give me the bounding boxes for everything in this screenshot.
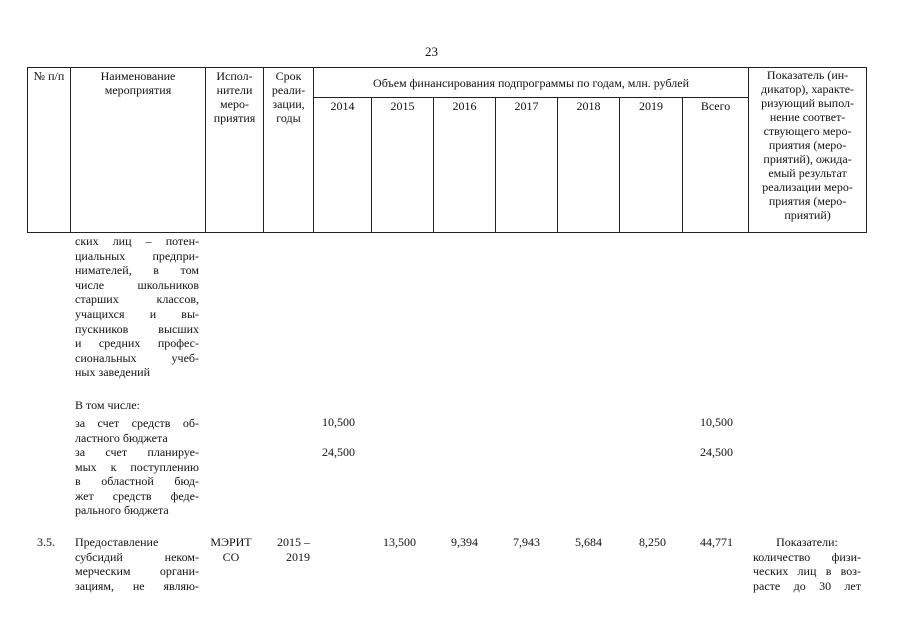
federal-2014-value: 24,500 — [322, 445, 355, 459]
text-line: 2015 – — [277, 535, 310, 549]
text-line: пускников высших — [75, 321, 199, 336]
text-line: за счет средств об- — [75, 416, 199, 430]
row-executor — [202, 535, 260, 564]
row-2017-value: 7,943 — [513, 535, 540, 549]
in-that-number: В том числе: — [75, 398, 140, 412]
row-2015-value: 13,500 — [383, 535, 416, 549]
text-line: Показатели: — [776, 535, 838, 549]
federal-total-value: 24,500 — [700, 445, 733, 459]
header-year-2018: 2018 — [558, 98, 620, 233]
regional-2014-value: 10,500 — [322, 415, 355, 429]
row-term — [262, 535, 310, 564]
regional-budget-label — [75, 416, 199, 445]
continuation-text — [75, 234, 199, 380]
header-name: Наименование мероприятия — [71, 68, 206, 233]
row-name — [75, 535, 199, 593]
text-line: нимателей, в том — [75, 263, 199, 278]
text-line: учащихся и вы- — [75, 306, 199, 321]
header-funding: Объем финансирования подпрограммы по годам, млн. рублей — [314, 68, 749, 98]
text-line: мерческим органи- — [75, 564, 199, 579]
header-year-2017: 2017 — [496, 98, 558, 233]
text-line: МЭРИТ — [210, 535, 252, 549]
row-2019-value: 8,250 — [639, 535, 666, 549]
text-line: ластного бюджета — [75, 430, 168, 445]
text-line: ческих лиц в воз- — [753, 564, 861, 579]
text-line: старших классов, — [75, 292, 199, 307]
header-year-2016: 2016 — [434, 98, 496, 233]
text-line: и средних профес- — [75, 336, 199, 351]
row-2016-value: 9,394 — [451, 535, 478, 549]
text-line: ских лиц – потен- — [75, 234, 199, 248]
header-year-2014: 2014 — [314, 98, 372, 233]
text-line: числе школьников — [75, 277, 199, 292]
table-header — [27, 67, 867, 233]
row-indicator — [753, 535, 861, 593]
header-total: Всего — [683, 98, 749, 233]
header-num: № п/п — [28, 68, 71, 233]
text-line: зациям, не являю- — [75, 578, 199, 593]
text-line: жет средств феде- — [75, 488, 199, 503]
text-line: 2019 — [286, 549, 310, 564]
header-year-2019: 2019 — [620, 98, 683, 233]
text-line: циальных предпри- — [75, 248, 199, 263]
text-line: количество физи- — [753, 549, 861, 564]
text-line: субсидий неком- — [75, 549, 199, 564]
federal-budget-label — [75, 445, 199, 518]
text-line: за счет планируе- — [75, 445, 199, 459]
regional-total-value: 10,500 — [700, 415, 733, 429]
text-line: СО — [222, 549, 240, 564]
row-total-value: 44,771 — [700, 535, 733, 549]
row-number: 3.5. — [37, 535, 55, 549]
text-line: ных заведений — [75, 365, 151, 380]
row-2018-value: 5,684 — [575, 535, 602, 549]
text-line: Предоставление — [75, 535, 159, 549]
header-term: Срок реали-зации, годы — [264, 68, 314, 233]
text-line: в областной бюд- — [75, 474, 199, 489]
text-line: сиональных учеб- — [75, 350, 199, 365]
header-executor: Испол-нители меро-приятия — [206, 68, 264, 233]
text-line: мых к поступлению — [75, 459, 199, 474]
page-number: 23 — [425, 44, 438, 59]
header-indicator: Показатель (ин-дикатор), характе-ризующий выпол-нение соответ-ствующего меро-приятия (меро-приятий), ожида-емый результат реализации меро-приятия (меро-приятий) — [749, 68, 867, 233]
text-line: рального бюджета — [75, 503, 169, 518]
text-line: расте до 30 лет — [753, 578, 861, 593]
header-year-2015: 2015 — [372, 98, 434, 233]
